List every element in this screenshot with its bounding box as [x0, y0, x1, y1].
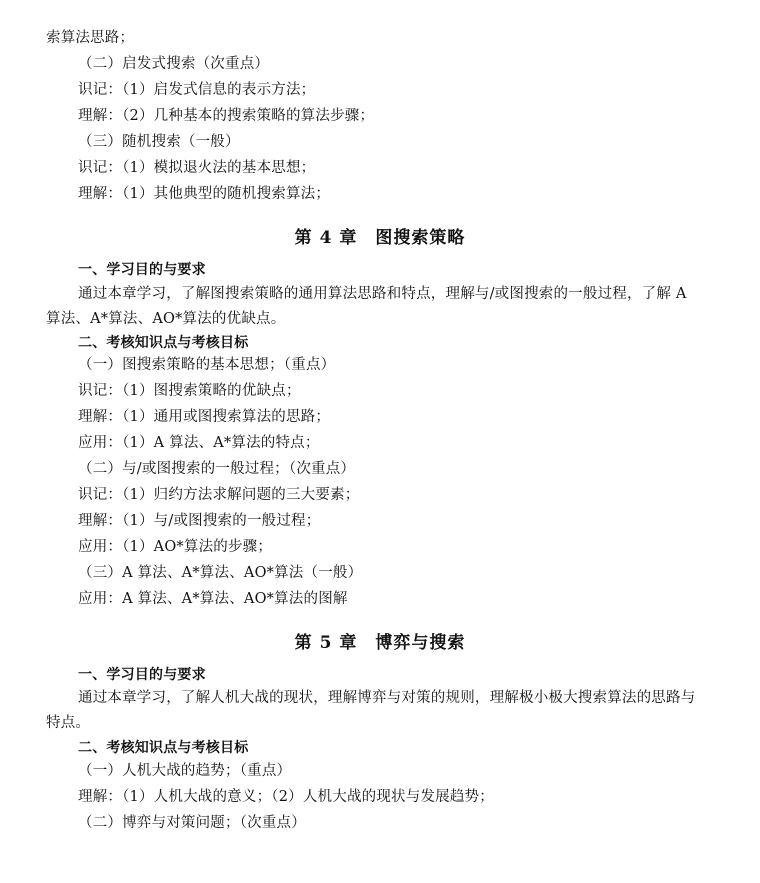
text-line: 理解：（1）通用或图搜索算法的思路； [78, 409, 331, 425]
text-line: 理解：（1）人机大战的意义；（2）人机大战的现状与发展趋势； [78, 789, 494, 805]
text-line: 理解：（1）其他典型的随机搜索算法； [78, 186, 331, 202]
subsection-heading: （三）随机搜索（一般） [78, 134, 240, 150]
text-line: 理解：（1）与/或图搜索的一般过程； [78, 513, 321, 529]
section-heading: 二、考核知识点与考核目标 [78, 740, 249, 756]
paragraph-line: 特点。 [46, 715, 91, 731]
chapter-4-title: 第 4 章 图搜索策略 [294, 228, 466, 248]
subsection-heading: （一）人机大战的趋势；（重点） [78, 763, 292, 779]
paragraph-line: 算法、A*算法、AO*算法的优缺点。 [46, 311, 286, 327]
text-line: 应用：A 算法、A*算法、AO*算法的图解 [78, 591, 348, 607]
paragraph-line: 通过本章学习，了解图搜索策略的通用算法思路和特点，理解与/或图搜索的一般过程，了解 A [78, 286, 687, 302]
section-heading: 一、学习目的与要求 [78, 667, 206, 683]
text-line: 理解：（2）几种基本的搜索策略的算法步骤； [78, 108, 375, 124]
text-line: 应用：（1）A 算法、A*算法的特点； [78, 435, 320, 451]
subsection-heading: （一）图搜索策略的基本思想；（重点） [78, 357, 336, 373]
text-line: 应用：（1）AO*算法的步骤； [78, 539, 273, 555]
paragraph-line: 通过本章学习，了解人机大战的现状，理解博弈与对策的规则，理解极小极大搜索算法的思路与 [78, 690, 696, 706]
subsection-heading: （二）与/或图搜索的一般过程；（次重点） [78, 461, 356, 477]
text-line: 识记：（1）启发式信息的表示方法； [78, 82, 316, 98]
text-line: 识记：（1）归约方法求解问题的三大要素； [78, 487, 360, 503]
section-heading: 二、考核知识点与考核目标 [78, 335, 249, 351]
subsection-heading: （二）博弈与对策问题；（次重点） [78, 815, 306, 831]
text-line: 识记：（1）图搜索策略的优缺点； [78, 383, 301, 399]
subsection-heading: （三）A 算法、A*算法、AO*算法（一般） [78, 565, 363, 581]
chapter-5-title: 第 5 章 博弈与搜索 [294, 633, 466, 653]
text-line: 识记：（1）模拟退火法的基本思想； [78, 160, 316, 176]
section-heading: 一、学习目的与要求 [78, 262, 206, 278]
subsection-heading: （二）启发式搜索（次重点） [78, 56, 270, 72]
text-line: 索算法思路； [46, 30, 135, 46]
